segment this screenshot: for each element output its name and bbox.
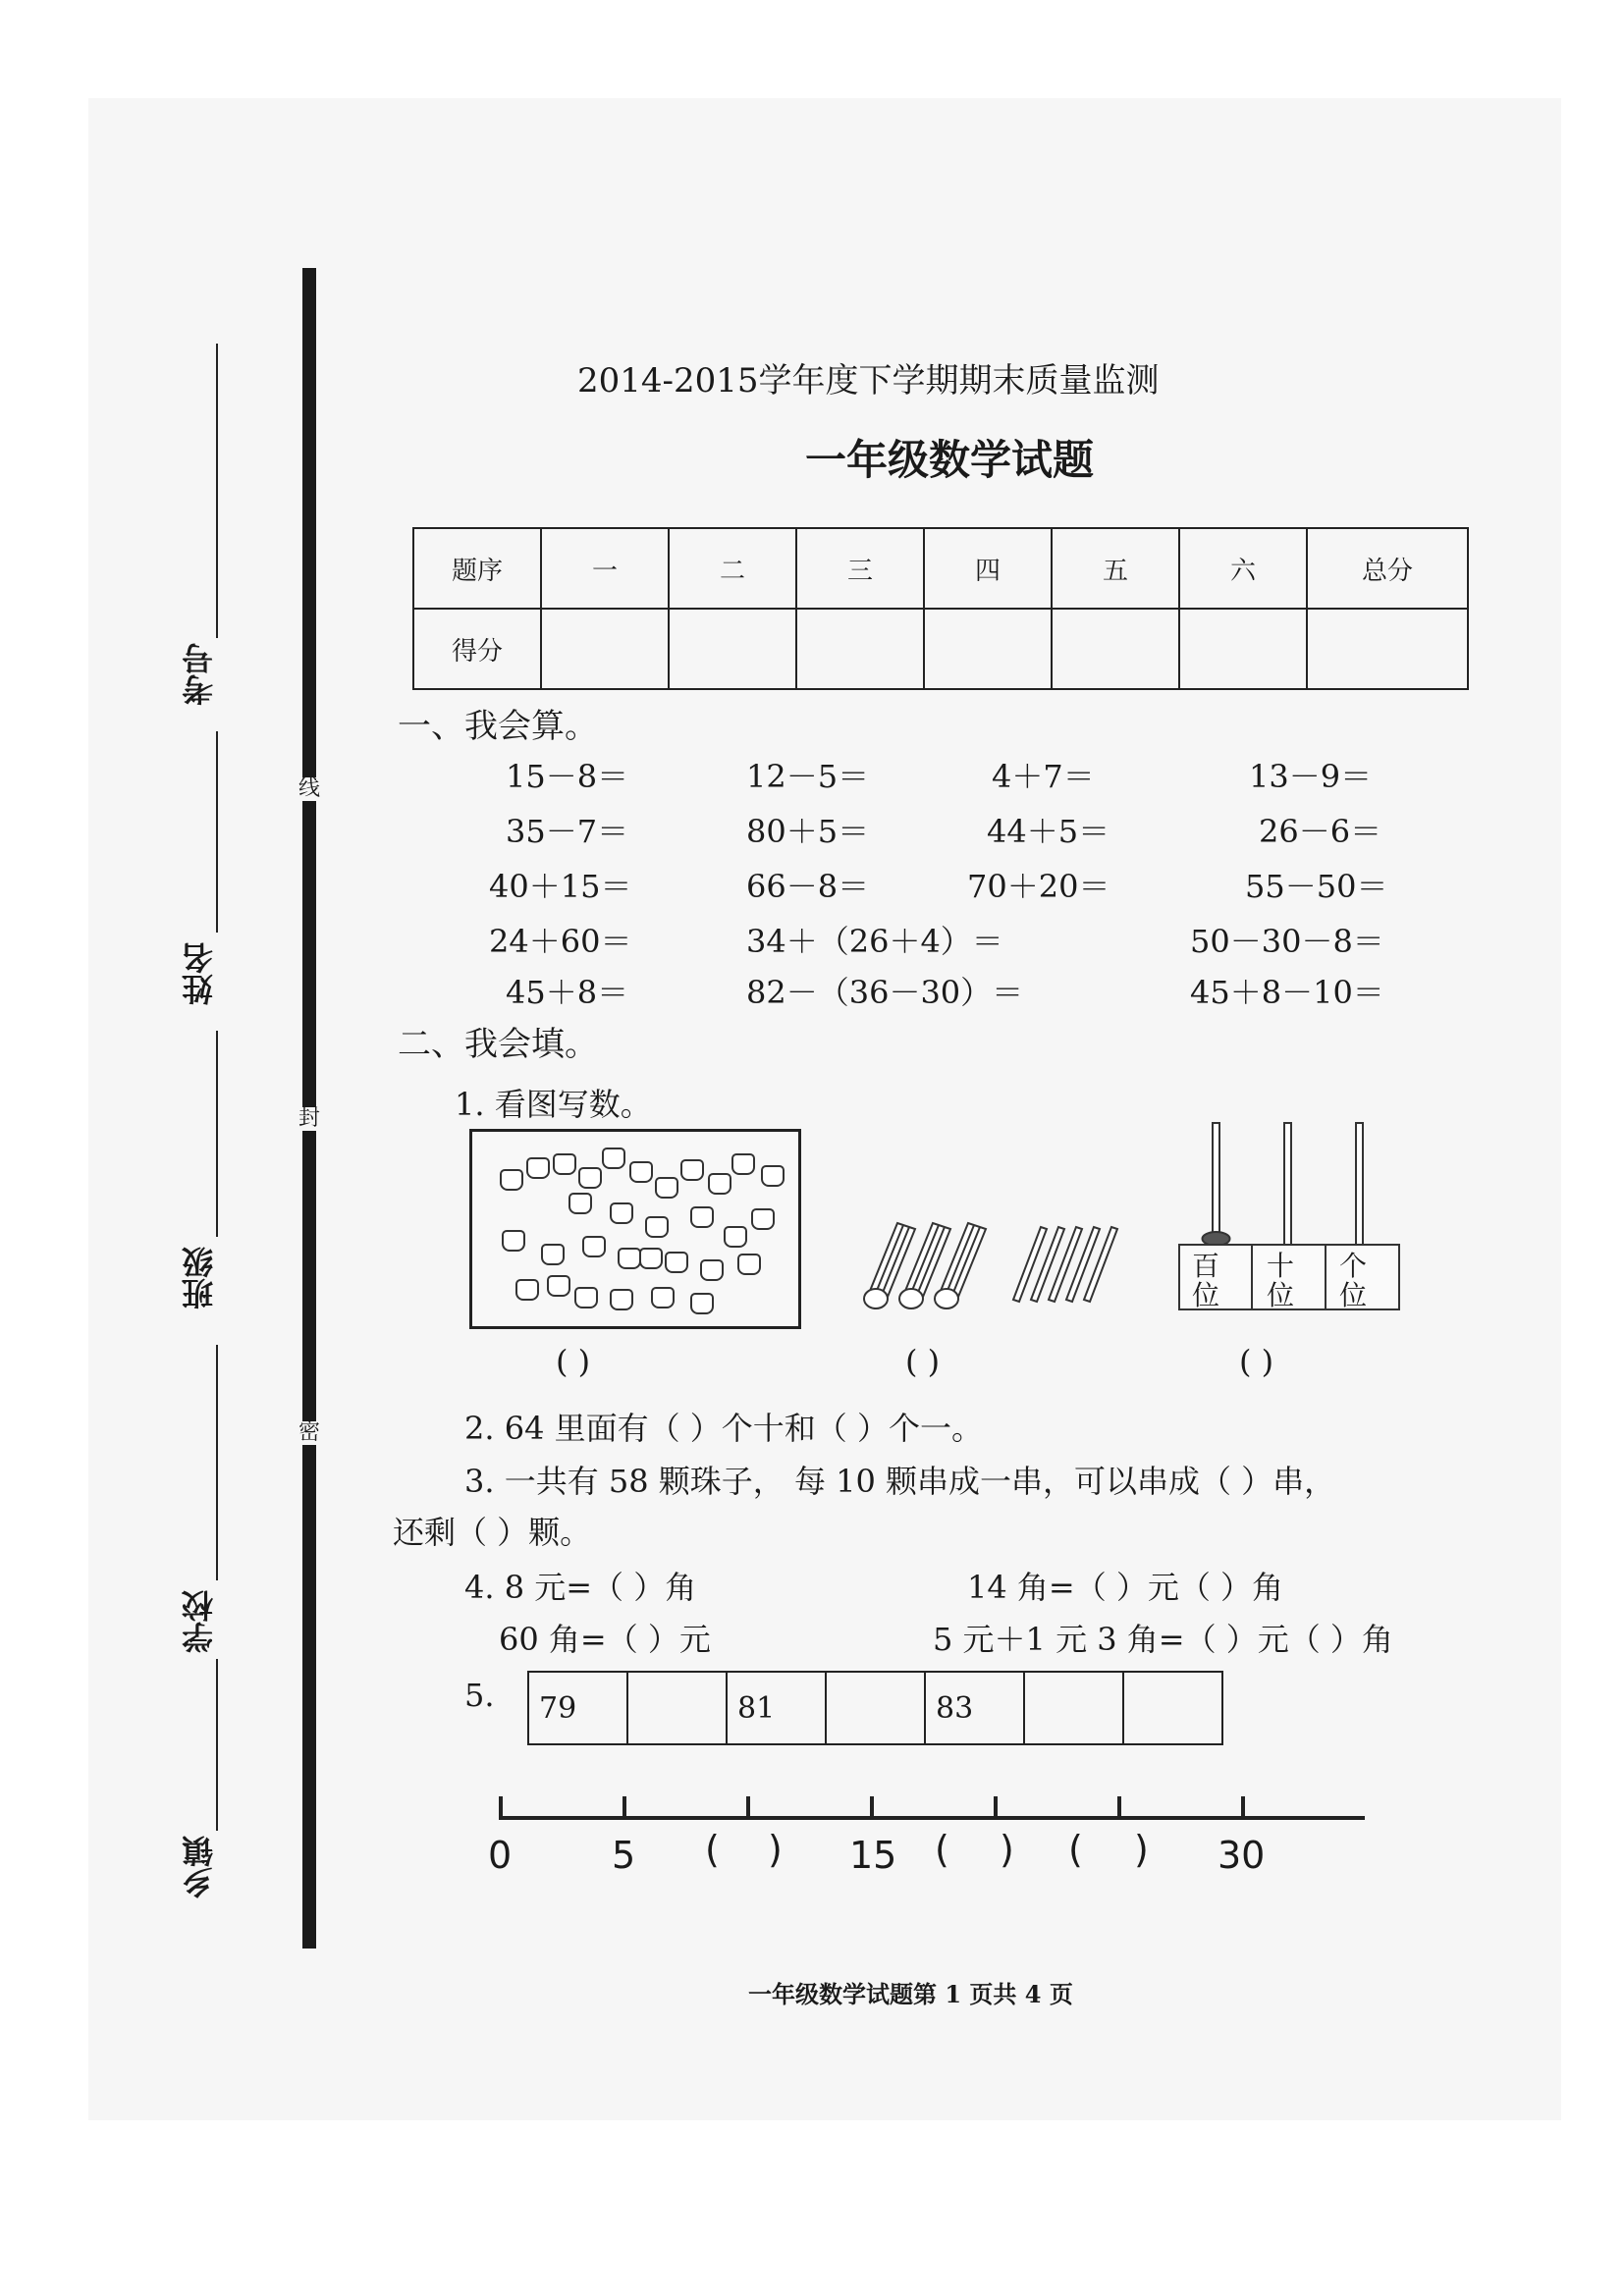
q1-answer-blank[interactable]: ( ) — [1239, 1343, 1274, 1380]
number-line-blank-close[interactable]: ) — [1134, 1828, 1149, 1871]
label-town: 乡镇 — [181, 1836, 218, 1898]
calc-item: 50－30－8＝ — [1190, 923, 1384, 960]
calc-item: 55－50＝ — [1245, 868, 1388, 905]
cup-icon — [526, 1157, 550, 1179]
label-name: 姓名 — [181, 942, 218, 1005]
score-header-cell: 一 — [541, 528, 669, 609]
cup-icon — [502, 1230, 525, 1252]
section1-title: 一、我会算。 — [398, 707, 598, 746]
calc-item: 66－8＝ — [746, 868, 870, 905]
calc-item: 4＋7＝ — [992, 758, 1095, 795]
q2-text: 2. 64 里面有（ ）个十和（ ）个一。 — [464, 1410, 983, 1447]
q3-text-line1: 3. 一共有 58 颗珠子， 每 10 颗串成一串，可以串成（ ）串， — [464, 1463, 1336, 1500]
sequence-cell-blank[interactable] — [826, 1672, 925, 1744]
line-name — [216, 731, 218, 933]
cup-icon — [645, 1216, 669, 1238]
cup-icon — [553, 1153, 576, 1175]
abacus-rod — [1356, 1123, 1363, 1247]
q4-text-d: 5 元＋1 元 3 角=（ ）元（ ）角 — [933, 1621, 1393, 1658]
cup-icon — [610, 1202, 633, 1224]
section2-title: 二、我会填。 — [398, 1025, 598, 1064]
cup-icon — [574, 1287, 598, 1308]
score-cell[interactable] — [1179, 609, 1307, 689]
cup-icon — [731, 1153, 755, 1175]
calc-item: 45＋8＝ — [506, 974, 629, 1011]
number-line-blank-close[interactable]: ) — [768, 1828, 783, 1871]
score-header-cell: 总分 — [1307, 528, 1468, 609]
exam-subtitle: 一年级数学试题 — [805, 436, 1095, 484]
calc-item: 70＋20＝ — [967, 868, 1110, 905]
cup-icon — [541, 1244, 565, 1265]
score-header-cell: 六 — [1179, 528, 1307, 609]
label-exam-no: 考号 — [181, 643, 218, 706]
q3-text-line2: 还剩（ ）颗。 — [393, 1514, 592, 1551]
sequence-cell-blank[interactable] — [627, 1672, 727, 1744]
score-cell[interactable] — [1052, 609, 1179, 689]
score-cell[interactable] — [796, 609, 924, 689]
q1-answer-blank[interactable]: ( ) — [905, 1343, 941, 1380]
cup-icon — [665, 1252, 688, 1273]
calc-item: 15－8＝ — [506, 758, 629, 795]
line-school — [216, 1345, 218, 1580]
seal-xian: 线 — [298, 776, 321, 801]
score-header-cell: 三 — [796, 528, 924, 609]
cup-icon — [708, 1173, 731, 1195]
abacus-bead-icon — [1203, 1232, 1230, 1246]
cup-icon — [568, 1193, 592, 1214]
cup-icon — [578, 1167, 602, 1189]
number-line-label: 30 — [1218, 1834, 1266, 1877]
number-line — [491, 1787, 1375, 1826]
line-exam-no — [216, 344, 218, 638]
calc-item: 45＋8－10＝ — [1190, 974, 1384, 1011]
cup-icon — [751, 1208, 775, 1230]
score-header-cell: 四 — [924, 528, 1052, 609]
number-line-label: 15 — [849, 1834, 897, 1877]
abacus-label-tens: 十位 — [1267, 1250, 1295, 1311]
page-footer: 一年级数学试题第 1 页共 4 页 — [748, 1980, 1073, 2008]
cup-icon — [602, 1148, 625, 1169]
cup-icon — [655, 1177, 678, 1199]
sequence-cell: 81 — [727, 1672, 826, 1744]
score-cell[interactable] — [924, 609, 1052, 689]
cup-icon — [690, 1206, 714, 1228]
line-class — [216, 1031, 218, 1237]
calc-item: 40＋15＝ — [489, 868, 632, 905]
number-line-label: 0 — [488, 1834, 513, 1877]
calc-item: 44＋5＝ — [987, 813, 1110, 850]
cup-icon — [547, 1275, 570, 1297]
q4-text-c: 60 角=（ ）元 — [499, 1621, 711, 1658]
number-line-blank-open[interactable]: ( — [705, 1828, 720, 1871]
number-line-blank-open[interactable]: ( — [935, 1828, 949, 1871]
cups-picture — [469, 1129, 801, 1329]
seal-mi: 密 — [298, 1420, 321, 1445]
score-cell[interactable] — [669, 609, 796, 689]
sequence-cell-blank[interactable] — [1024, 1672, 1123, 1744]
score-table — [412, 527, 1469, 690]
abacus-rod — [1284, 1123, 1291, 1247]
cup-icon — [724, 1226, 747, 1248]
q4-text-a: 4. 8 元=（ ）角 — [464, 1569, 697, 1606]
sequence-cell: 83 — [925, 1672, 1024, 1744]
q1-text: 1. 看图写数。 — [455, 1086, 652, 1123]
number-line-blank-open[interactable]: ( — [1068, 1828, 1083, 1871]
q1-answer-blank[interactable]: ( ) — [556, 1343, 591, 1380]
number-sequence-table — [527, 1671, 1223, 1745]
calc-item: 34＋（26＋4）＝ — [746, 923, 1003, 960]
cup-icon — [618, 1248, 641, 1269]
seal-feng: 封 — [298, 1106, 321, 1131]
score-cell[interactable] — [541, 609, 669, 689]
label-class: 班级 — [181, 1247, 218, 1309]
abacus-rod — [1213, 1123, 1219, 1247]
q4-text-b: 14 角=（ ）元（ ）角 — [967, 1569, 1284, 1606]
cup-icon — [651, 1287, 675, 1308]
cup-icon — [680, 1159, 704, 1181]
score-header-cell: 题序 — [413, 528, 541, 609]
score-cell[interactable] — [1307, 609, 1468, 689]
cup-icon — [582, 1236, 606, 1257]
calc-item: 82－（36－30）＝ — [746, 974, 1024, 1011]
cup-icon — [629, 1161, 653, 1183]
number-line-blank-close[interactable]: ) — [1000, 1828, 1014, 1871]
score-label-cell: 得分 — [413, 609, 541, 689]
cup-icon — [737, 1254, 761, 1275]
cup-icon — [610, 1289, 633, 1310]
q5-label: 5. — [464, 1677, 495, 1714]
line-town — [216, 1659, 218, 1831]
abacus-label-ones: 个位 — [1339, 1250, 1368, 1311]
sequence-cell-blank[interactable] — [1123, 1672, 1222, 1744]
abacus-label-hundreds: 百位 — [1192, 1250, 1220, 1311]
score-header-cell: 二 — [669, 528, 796, 609]
cup-icon — [639, 1248, 663, 1269]
cup-icon — [690, 1293, 714, 1314]
cup-icon — [500, 1169, 523, 1191]
calc-item: 12－5＝ — [746, 758, 870, 795]
calc-item: 35－7＝ — [506, 813, 629, 850]
number-line-label: 5 — [612, 1834, 636, 1877]
cup-icon — [761, 1165, 785, 1187]
label-school: 学校 — [181, 1590, 218, 1653]
sticks-picture — [854, 1215, 1139, 1313]
calc-item: 80＋5＝ — [746, 813, 870, 850]
sequence-cell: 79 — [528, 1672, 627, 1744]
exam-title: 2014-2015学年度下学期期末质量监测 — [577, 361, 1160, 400]
calc-item: 24＋60＝ — [489, 923, 632, 960]
score-header-cell: 五 — [1052, 528, 1179, 609]
cup-icon — [700, 1259, 724, 1281]
cup-icon — [515, 1279, 539, 1301]
calc-item: 13－9＝ — [1249, 758, 1373, 795]
calc-item: 26－6＝ — [1259, 813, 1382, 850]
